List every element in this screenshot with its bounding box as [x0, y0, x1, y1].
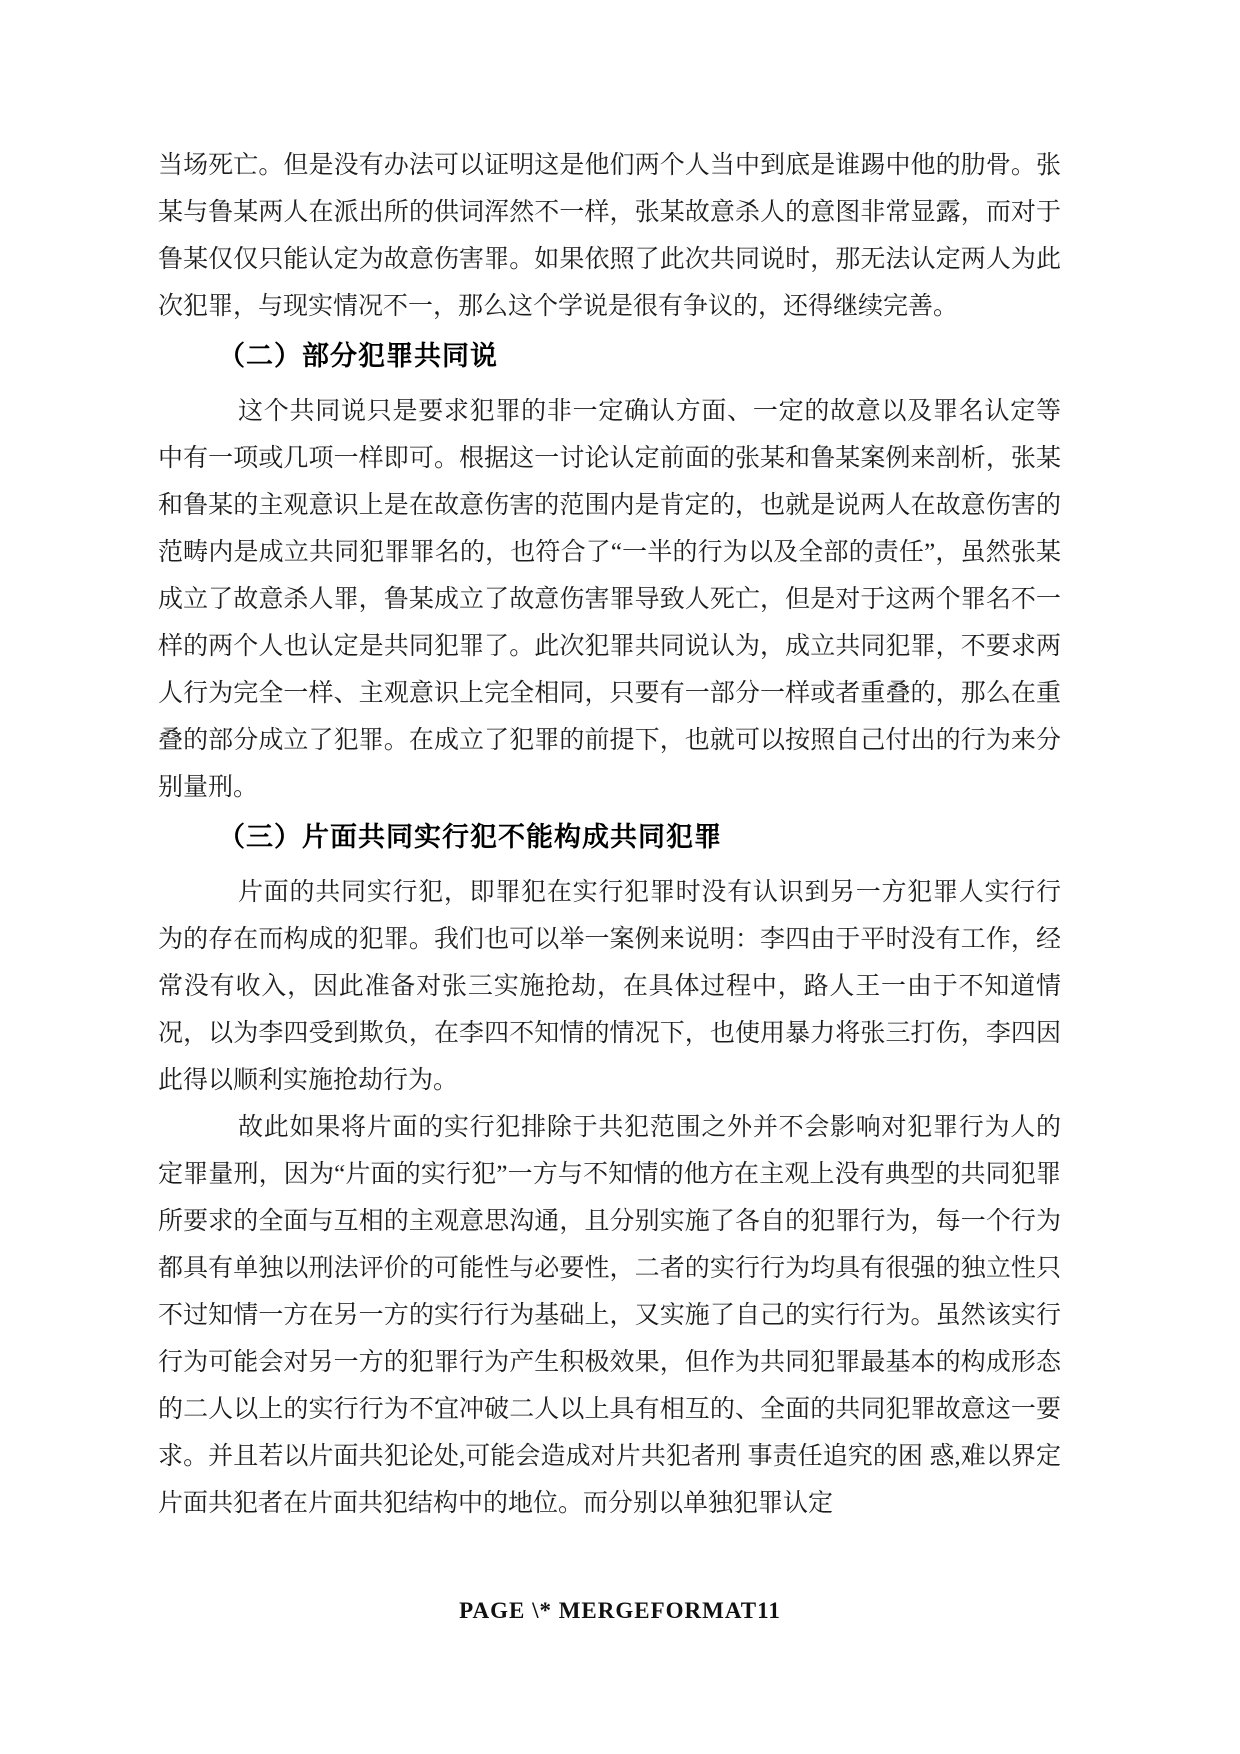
paragraph: 片面的共同实行犯，即罪犯在实行犯罪时没有认识到另一方犯罪人实行行为的存在而构成的犯罪。我们也可以举一案例来说明：李四由于平时没有工作，经常没有收入，因此准备对张三实施抢劫，在具体过程中，路人王一由于不知道情况，以为李四受到欺负，在李四不知情的情况下，也使用暴力将张三打伤，李四因此得以顺利实施抢劫行为。: [158, 879, 1061, 1094]
paragraph-continuation: 当场死亡。但是没有办法可以证明这是他们两个人当中到底是谁踢中他的肋骨。张某与鲁某两人在派出所的供词浑然不一样，张某故意杀人的意图非常显露，而对于鲁某仅仅只能认定为故意伤害罪。如果依照了此次共同说时，那无法认定两人为此次犯罪，与现实情况不一，那么这个学说是很有争议的，还得继续完善。: [158, 152, 1061, 320]
section-heading-2: （二）部分犯罪共同说: [218, 341, 498, 371]
section-heading-3: （三）片面共同实行犯不能构成共同犯罪: [218, 822, 722, 852]
paragraph: 这个共同说只是要求犯罪的非一定确认方面、一定的故意以及罪名认定等中有一项或几项一样即可。根据这一讨论认定前面的张某和鲁某案例来剖析，张某和鲁某的主观意识上是在故意伤害的范围内是肯定的，也就是说两人在故意伤害的范畴内是成立共同犯罪罪名的，也符合了“一半的行为以及全部的责任”，虽然张某成立了故意杀人罪，鲁某成立了故意伤害罪导致人死亡，但是对于这两个罪名不一样的两个人也认定是共同犯罪了。此次犯罪共同说认为，成立共同犯罪，不要求两人行为完全一样、主观意识上完全相同，只要有一部分一样或者重叠的，那么在重叠的部分成立了犯罪。在成立了犯罪的前提下，也就可以按照自己付出的行为来分别量刑。: [158, 398, 1061, 801]
document-body: [158, 142, 1061, 1527]
page-number-field: PAGE \* MERGEFORMAT11: [459, 1598, 781, 1623]
paragraph: 故此如果将片面的实行犯排除于共犯范围之外并不会影响对犯罪行为人的定罪量刑，因为“片面的实行犯”一方与不知情的他方在主观上没有典型的共同犯罪所要求的全面与互相的主观意思沟通，且分别实施了各自的犯罪行为，每一个行为都具有单独以刑法评价的可能性与必要性，二者的实行行为均具有很强的独立性只不过知情一方在另一方的实行行为基础上，又实施了自己的实行行为。虽然该实行行为可能会对另一方的犯罪行为产生积极效果，但作为共同犯罪最基本的构成形态的二人以上的实行行为不宜冲破二人以上具有相互的、全面的共同犯罪故意这一要求。并且若以片面共犯论处,可能会造成对片共犯者刑 事责任追究的困 惑,难以界定片面共犯者在片面共犯结构中的地位。而分别以单独犯罪认定: [158, 1114, 1061, 1517]
page-footer: [0, 1598, 1240, 1624]
